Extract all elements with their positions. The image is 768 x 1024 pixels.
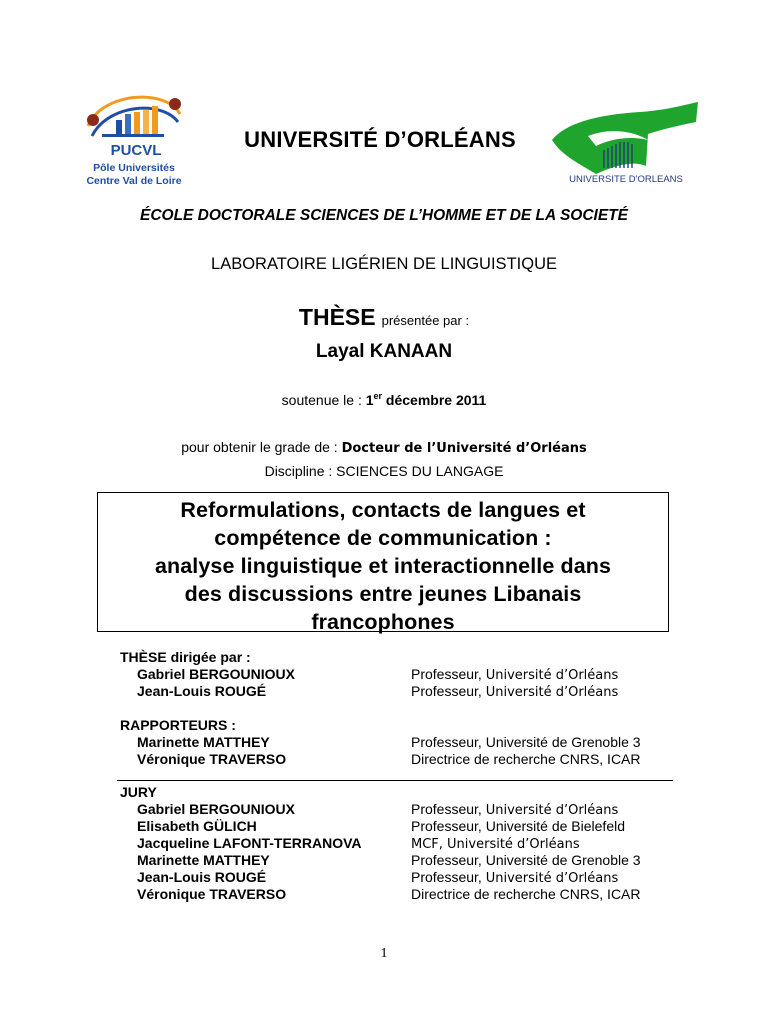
- jury-member-name: Marinette MATTHEY: [137, 852, 270, 868]
- jury-member-role: Professeur, Université de Bielefeld: [411, 818, 625, 834]
- jury-member-name: Gabriel BERGOUNIOUX: [137, 801, 295, 817]
- ecole-doctorale: ÉCOLE DOCTORALE SCIENCES DE L’HOMME ET DE LA SOCIETÉ: [139, 207, 628, 224]
- director-name: Jean-Louis ROUGÉ: [137, 683, 267, 699]
- thesis-title-line: compétence de communication :: [214, 526, 552, 550]
- jury-member-role: MCF, Université d’Orléans: [411, 837, 580, 852]
- defense-label: soutenue le :: [281, 392, 362, 408]
- rapporteur-name: Véronique TRAVERSO: [137, 751, 287, 767]
- rapporteurs-heading: RAPPORTEURS :: [120, 717, 236, 733]
- defense-date: [0, 391, 768, 408]
- discipline: Discipline : SCIENCES DU LANGAGE: [264, 463, 504, 479]
- jury-member-role: Directrice de recherche CNRS, ICAR: [411, 886, 641, 902]
- date-sup: er: [373, 391, 383, 401]
- orleans-logo-caption: UNIVERSITE D'ORLEANS: [569, 174, 683, 185]
- jury-member-name: Véronique TRAVERSO: [137, 886, 287, 902]
- university-title: UNIVERSITÉ D’ORLÉANS: [244, 127, 516, 152]
- directors-heading: THÈSE dirigée par :: [120, 649, 251, 665]
- laboratoire: LABORATOIRE LIGÉRIEN DE LINGUISTIQUE: [211, 255, 557, 273]
- jury-member-name: Jean-Louis ROUGÉ: [137, 869, 267, 885]
- thesis-title-line: francophones: [311, 610, 455, 634]
- jury-member-name: Elisabeth GÜLICH: [137, 818, 257, 834]
- pucvl-wordmark: PUCVL: [110, 142, 162, 159]
- director-role: Professeur, Université d’Orléans: [411, 683, 619, 700]
- thesis-title-line: Reformulations, contacts de langues et: [180, 498, 586, 522]
- director-role: Professeur, Université d’Orléans: [411, 666, 619, 683]
- grade-label: pour obtenir le grade de :: [181, 439, 338, 455]
- jury-heading: JURY: [120, 784, 157, 800]
- date-rest: décembre 2011: [385, 392, 487, 408]
- thesis-title-line: des discussions entre jeunes Libanais: [184, 582, 582, 606]
- jury-member-role: Professeur, Université d’Orléans: [411, 801, 619, 818]
- author-name: Layal KANAAN: [315, 341, 453, 362]
- jury-member-role: Professeur, Université d’Orléans: [411, 869, 619, 886]
- thesis-title-line: analyse linguistique et interactionnelle dans: [154, 554, 612, 578]
- grade-line: [0, 439, 768, 456]
- separator-rule: [117, 780, 673, 781]
- these-heading: [0, 304, 768, 331]
- grade-value: Docteur de l’Université d’Orléans: [341, 441, 587, 456]
- rapporteur-name: Marinette MATTHEY: [137, 734, 270, 750]
- pucvl-line-1: Pôle Universités: [93, 162, 175, 174]
- jury-member-name: Jacqueline LAFONT-TERRANOVA: [137, 835, 362, 851]
- pucvl-logo: [74, 84, 194, 192]
- date-day: 1: [365, 392, 374, 408]
- these-label: THÈSE: [298, 304, 376, 330]
- thesis-title-box: [97, 492, 669, 632]
- director-name: Gabriel BERGOUNIOUX: [137, 666, 295, 682]
- orleans-logo: [548, 100, 698, 190]
- pucvl-line-2: Centre Val de Loire: [86, 175, 182, 187]
- presented-by: présentée par :: [381, 313, 470, 328]
- rapporteur-role: Professeur, Université de Grenoble 3: [411, 734, 641, 750]
- jury-member-role: Professeur, Université de Grenoble 3: [411, 852, 641, 868]
- page-number: 1: [380, 946, 388, 961]
- rapporteur-role: Directrice de recherche CNRS, ICAR: [411, 751, 641, 767]
